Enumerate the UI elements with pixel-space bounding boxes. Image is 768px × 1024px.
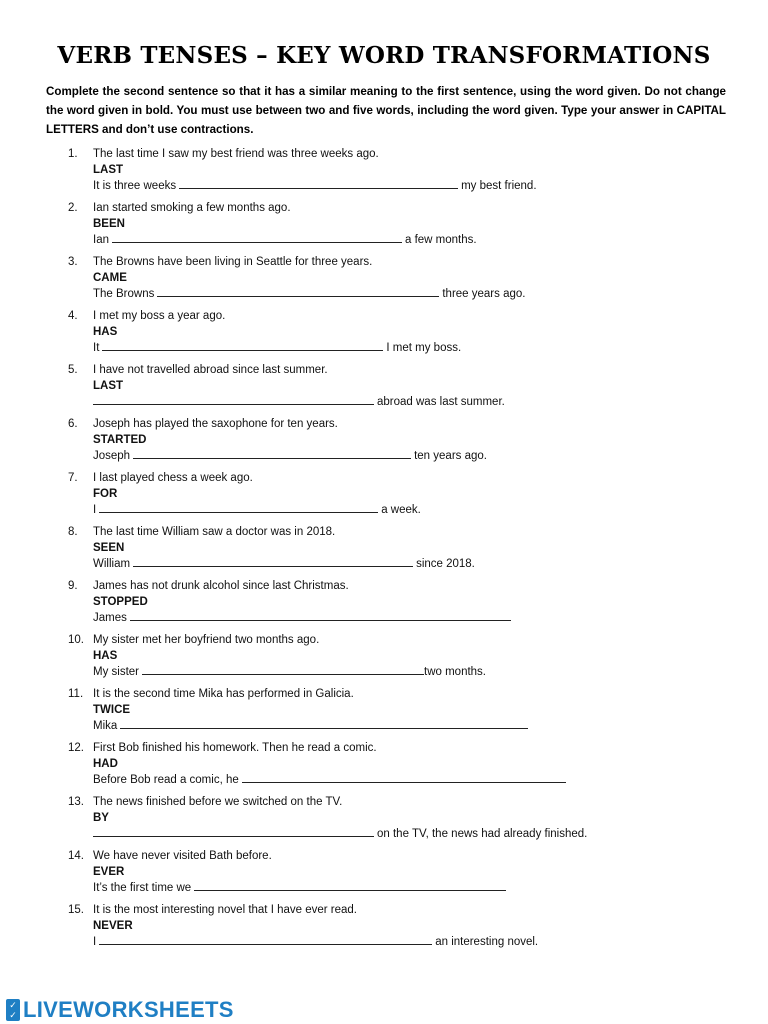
answer-blank[interactable] — [194, 879, 506, 891]
item-keyword: BEEN — [93, 217, 125, 230]
exercise-item — [0, 902, 768, 954]
answer-blank[interactable] — [133, 555, 413, 567]
item-keyword: FOR — [93, 487, 118, 500]
item-sentence: It is the second time Mika has performed in Galicia. — [93, 688, 354, 700]
answer-blank[interactable] — [133, 447, 411, 459]
answer-blank[interactable] — [142, 663, 424, 675]
answer-suffix: since 2018. — [416, 558, 475, 570]
item-answer-line — [93, 663, 486, 680]
answer-blank[interactable] — [130, 609, 511, 621]
answer-suffix: a week. — [381, 504, 421, 516]
item-sentence: It is the most interesting novel that I have ever read. — [93, 904, 358, 916]
exercise-item — [0, 632, 768, 684]
item-keyword: LAST — [93, 379, 124, 392]
exercise-item — [0, 686, 768, 738]
liveworksheets-logo-icon: ✓ ✓ — [6, 999, 20, 1021]
item-number: 4. — [68, 310, 78, 322]
answer-prefix: It — [93, 342, 100, 354]
exercise-item — [0, 146, 768, 198]
item-keyword: LAST — [93, 163, 124, 176]
answer-prefix: Ian — [93, 234, 109, 246]
item-answer-line — [93, 339, 461, 356]
item-keyword: STOPPED — [93, 595, 148, 608]
item-number: 2. — [68, 202, 78, 214]
exercise-item — [0, 308, 768, 360]
exercise-item — [0, 470, 768, 522]
item-number: 12. — [68, 742, 84, 754]
item-number: 1. — [68, 148, 78, 160]
exercise-item — [0, 740, 768, 792]
item-keyword: STARTED — [93, 433, 147, 446]
answer-blank[interactable] — [179, 177, 458, 189]
item-answer-line — [93, 501, 421, 518]
exercise-item — [0, 794, 768, 846]
item-keyword: CAME — [93, 271, 127, 284]
item-number: 6. — [68, 418, 78, 430]
answer-suffix: abroad was last summer. — [377, 396, 505, 408]
item-sentence: Joseph has played the saxophone for ten years. — [93, 418, 338, 430]
item-number: 3. — [68, 256, 78, 268]
answer-blank[interactable] — [112, 231, 402, 243]
exercise-item — [0, 524, 768, 576]
exercise-item — [0, 200, 768, 252]
liveworksheets-logo — [6, 996, 234, 1024]
item-keyword: SEEN — [93, 541, 125, 554]
answer-blank[interactable] — [157, 285, 439, 297]
item-sentence: We have never visited Bath before. — [93, 850, 272, 862]
answer-suffix: I met my boss. — [386, 342, 462, 354]
answer-prefix: It’s the first time we — [93, 882, 192, 894]
item-sentence: James has not drunk alcohol since last Christmas. — [93, 580, 349, 592]
answer-prefix: William — [93, 558, 131, 570]
item-sentence: I met my boss a year ago. — [93, 310, 226, 322]
answer-prefix: James — [93, 612, 127, 624]
item-number: 10. — [68, 634, 84, 646]
answer-suffix: three years ago. — [442, 288, 526, 300]
answer-blank[interactable] — [102, 339, 383, 351]
item-answer-line — [93, 609, 514, 626]
item-keyword: EVER — [93, 865, 125, 878]
answer-prefix: It is three weeks — [93, 180, 177, 192]
item-sentence: My sister met her boyfriend two months ago. — [93, 634, 320, 646]
item-number: 11. — [68, 688, 84, 700]
exercise-item — [0, 416, 768, 468]
item-answer-line — [93, 177, 537, 194]
instructions: Complete the second sentence so that it has a similar meaning to the first sentence, using the word given. Do not change the word given in bold. You must use between two and five words, including the word given. Type your answer in CAPITAL LETTERS and don’t use contractions. — [46, 85, 726, 136]
answer-prefix: The Browns — [93, 288, 155, 300]
item-answer-line — [93, 771, 569, 788]
item-sentence: The news finished before we switched on the TV. — [93, 796, 343, 808]
item-answer-line — [93, 879, 509, 896]
worksheet-title: VERB TENSES – KEY WORD TRANSFORMATIONS — [57, 42, 711, 69]
answer-suffix: two months. — [424, 666, 486, 678]
item-answer-line — [93, 285, 525, 302]
item-keyword: HAS — [93, 325, 118, 338]
item-answer-line — [93, 717, 531, 734]
item-keyword: HAD — [93, 757, 118, 770]
item-answer-line — [93, 555, 475, 572]
item-number: 7. — [68, 472, 78, 484]
exercise-item — [0, 254, 768, 306]
item-sentence: Ian started smoking a few months ago. — [93, 202, 291, 214]
answer-prefix: Mika — [93, 720, 118, 732]
item-sentence: First Bob finished his homework. Then he read a comic. — [93, 742, 377, 754]
exercise-item — [0, 362, 768, 414]
answer-prefix: I — [93, 936, 97, 948]
answer-blank[interactable] — [242, 771, 566, 783]
logo-text: LIVEWORKSHEETS — [23, 997, 234, 1022]
answer-suffix: an interesting novel. — [435, 936, 539, 948]
item-keyword: TWICE — [93, 703, 131, 716]
item-keyword: NEVER — [93, 919, 133, 932]
answer-blank[interactable] — [99, 501, 378, 513]
item-number: 8. — [68, 526, 78, 538]
item-answer-line — [93, 933, 538, 950]
item-answer-line — [93, 447, 487, 464]
item-number: 14. — [68, 850, 84, 862]
answer-suffix: ten years ago. — [414, 450, 487, 462]
item-number: 9. — [68, 580, 78, 592]
item-sentence: The last time I saw my best friend was three weeks ago. — [93, 148, 379, 160]
item-sentence: The Browns have been living in Seattle for three years. — [93, 256, 373, 268]
item-sentence: I last played chess a week ago. — [93, 472, 253, 484]
item-answer-line — [93, 825, 587, 842]
answer-blank[interactable] — [120, 717, 528, 729]
item-answer-line — [93, 231, 477, 248]
item-answer-line — [93, 393, 505, 410]
exercise-item — [0, 578, 768, 630]
answer-suffix: a few months. — [405, 234, 477, 246]
answer-blank[interactable] — [93, 825, 374, 837]
item-sentence: The last time William saw a doctor was in 2018. — [93, 526, 336, 538]
answer-prefix: Joseph — [93, 450, 131, 462]
answer-prefix: Before Bob read a comic, he — [93, 774, 239, 786]
answer-suffix: my best friend. — [461, 180, 537, 192]
item-number: 15. — [68, 904, 84, 916]
item-keyword: HAS — [93, 649, 118, 662]
item-keyword: BY — [93, 811, 109, 824]
item-number: 5. — [68, 364, 78, 376]
item-number: 13. — [68, 796, 84, 808]
answer-blank[interactable] — [99, 933, 432, 945]
item-sentence: I have not travelled abroad since last summer. — [93, 364, 328, 376]
answer-prefix: My sister — [93, 666, 139, 678]
answer-prefix: I — [93, 504, 97, 516]
answer-blank[interactable] — [93, 393, 374, 405]
exercise-item — [0, 848, 768, 900]
answer-suffix: on the TV, the news had already finished. — [377, 828, 588, 840]
